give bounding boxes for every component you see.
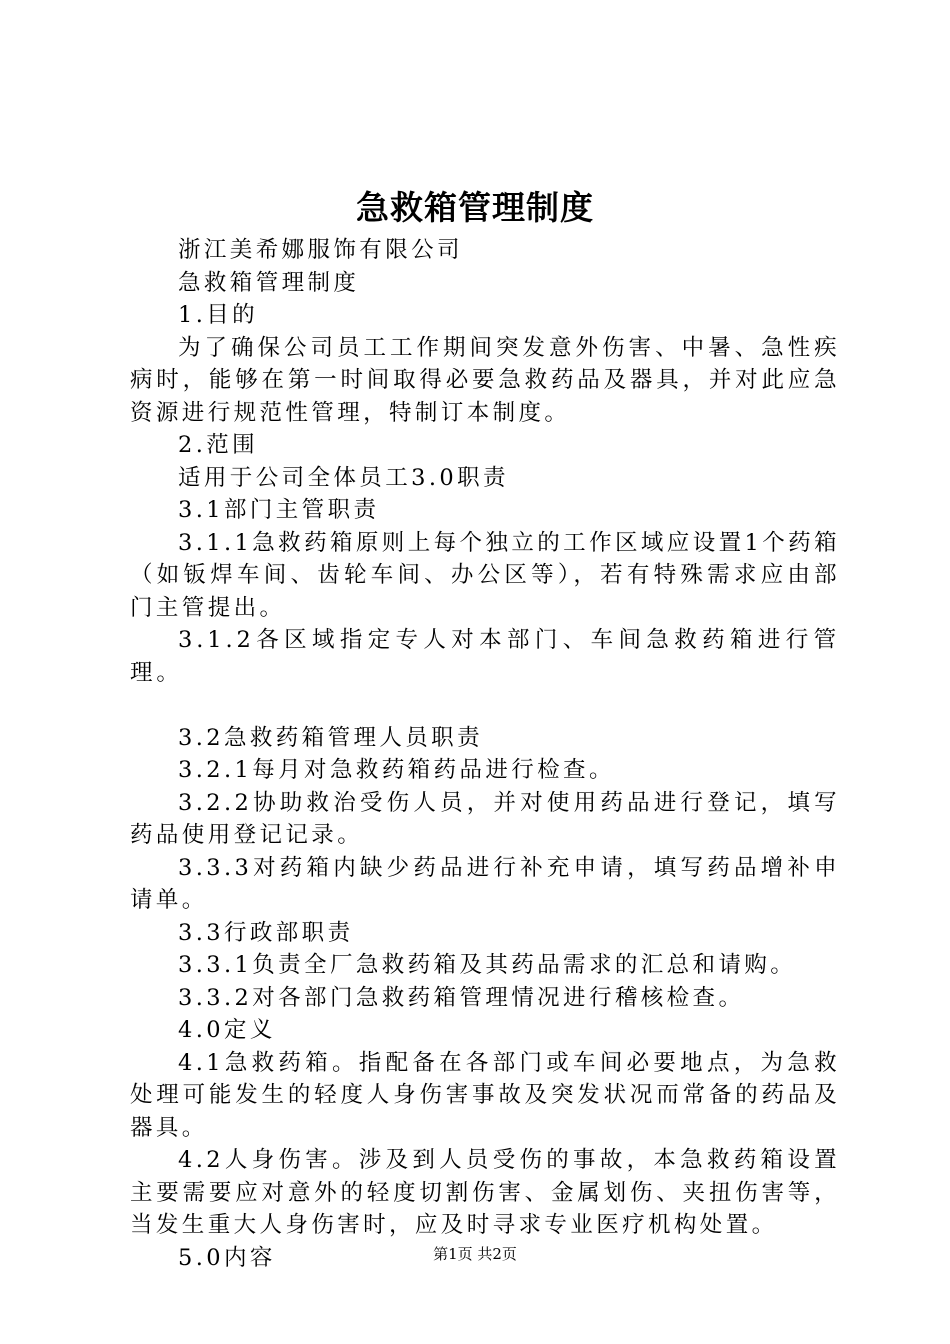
paragraph-3-1-1: 3.1.1急救药箱原则上每个独立的工作区域应设置1个药箱（如钣焊车间、齿轮车间、办公区等），若有特殊需求应由部门主管提出。 bbox=[130, 529, 840, 621]
paragraph-scope: 适用于公司全体员工3.0职责 bbox=[178, 464, 509, 491]
subtitle: 急救箱管理制度 bbox=[178, 269, 360, 296]
paragraph-purpose: 为了确保公司员工工作期间突发意外伤害、中暑、急性疾病时，能够在第一时间取得必要急救药品及器具，并对此应急资源进行规范性管理，特制订本制度。 bbox=[130, 334, 840, 426]
paragraph-3-3-2: 3.3.2对各部门急救药箱管理情况进行稽核检查。 bbox=[178, 984, 745, 1011]
section-heading-content: 5.0内容 bbox=[178, 1244, 276, 1271]
paragraph-4-2: 4.2人身伤害。涉及到人员受伤的事故，本急救药箱设置主要需要应对意外的轻度切割伤害、金属划伤、夹扭伤害等，当发生重大人身伤害时，应及时寻求专业医疗机构处置。 bbox=[130, 1147, 840, 1238]
paragraph-3-2-1: 3.2.1每月对急救药箱药品进行检查。 bbox=[178, 757, 615, 783]
paragraph-3-1-2: 3.1.2各区域指定专人对本部门、车间急救药箱进行管理。 bbox=[130, 627, 840, 686]
document-body bbox=[130, 234, 840, 1274]
document-title: 急救箱管理制度 bbox=[356, 188, 594, 227]
section-heading-3-2: 3.2急救药箱管理人员职责 bbox=[178, 724, 483, 751]
section-heading-purpose: 1.目的 bbox=[178, 302, 259, 328]
paragraph-3-2-2: 3.2.2协助救治受伤人员，并对使用药品进行登记，填写药品使用登记记录。 bbox=[130, 789, 840, 848]
paragraph-3-3-3: 3.3.3对药箱内缺少药品进行补充申请，填写药品增补申请单。 bbox=[130, 854, 840, 913]
section-heading-3-1: 3.1部门主管职责 bbox=[178, 497, 380, 523]
page-footer: 第1页 共2页 bbox=[433, 1245, 517, 1263]
section-heading-3-3: 3.3行政部职责 bbox=[178, 919, 354, 946]
paragraph-3-3-1: 3.3.1负责全厂急救药箱及其药品需求的汇总和请购。 bbox=[178, 952, 797, 978]
section-heading-definitions: 4.0定义 bbox=[178, 1017, 276, 1043]
paragraph-4-1: 4.1急救药箱。指配备在各部门或车间必要地点，为急救处理可能发生的轻度人身伤害事故及突发状况而常备的药品及器具。 bbox=[130, 1049, 840, 1141]
section-heading-scope: 2.范围 bbox=[178, 432, 259, 458]
company-name: 浙江美希娜服饰有限公司 bbox=[178, 237, 463, 263]
